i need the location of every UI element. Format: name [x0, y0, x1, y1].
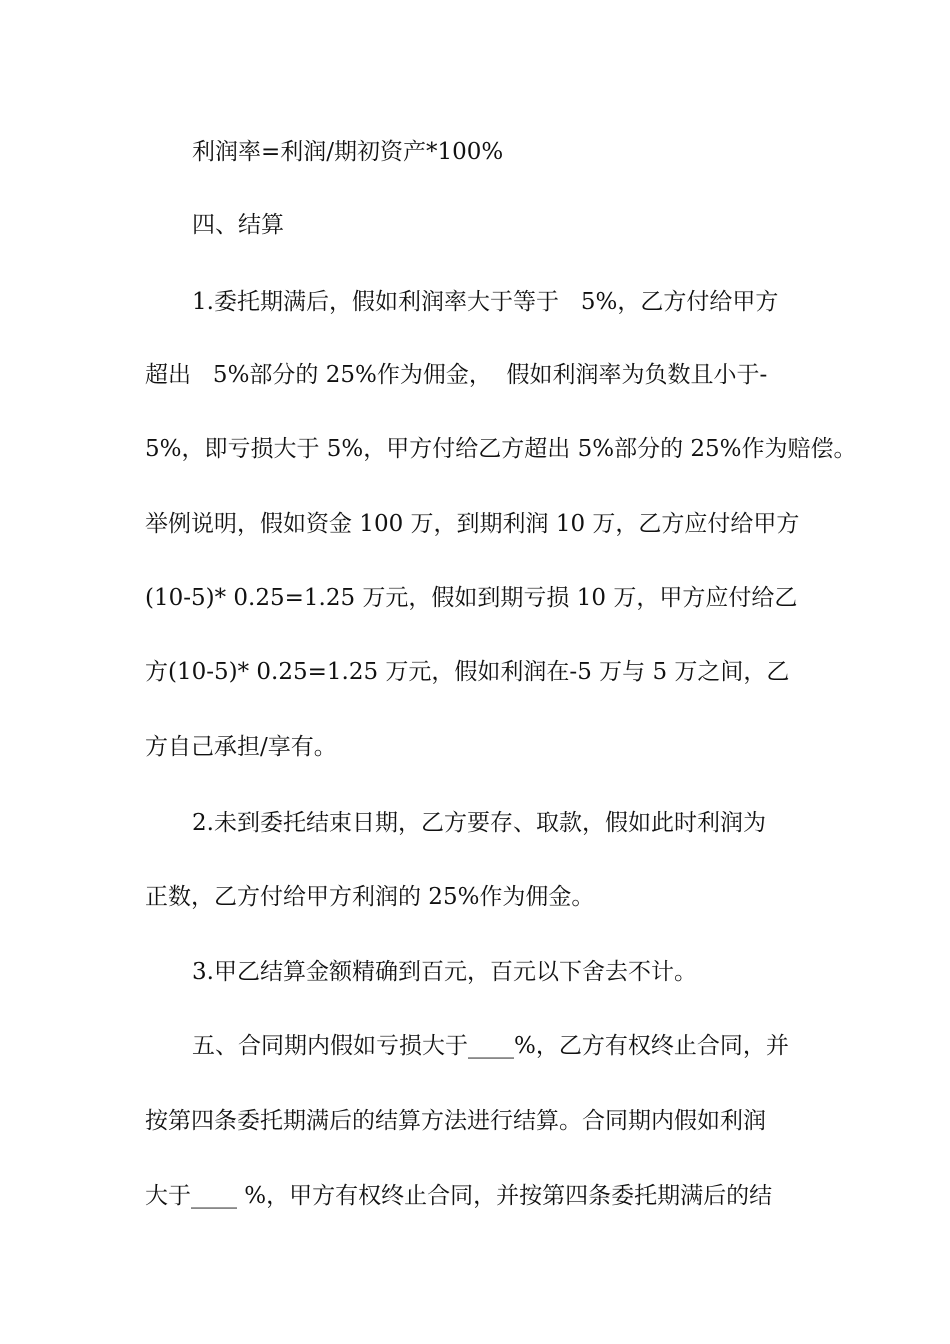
example-line-4: 方自己承担/享有。	[145, 734, 337, 760]
section-four-heading: 四、结算	[192, 212, 284, 238]
example-line-2: (10-5)* 0.25=1.25 万元，假如到期亏损 10 万，甲方应付给乙	[145, 585, 798, 611]
section-five-line-2: 按第四条委托期满后的结算方法进行结算。合同期内假如利润	[145, 1108, 766, 1134]
example-line-1: 举例说明，假如资金 100 万，到期利润 10 万，乙方应付给甲方	[145, 511, 800, 537]
clause-1-line-2: 超出 5%部分的 25%作为佣金， 假如利润率为负数且小于-	[145, 362, 768, 388]
clause-2-line-2: 正数，乙方付给甲方利润的 25%作为佣金。	[145, 884, 595, 910]
clause-1-line-3: 5%，即亏损大于 5%，甲方付给乙方超出 5%部分的 25%作为赔偿。	[145, 436, 857, 462]
clause-2-line-1: 2.未到委托结束日期，乙方要存、取款，假如此时利润为	[192, 810, 766, 836]
clause-1-line-1: 1.委托期满后，假如利润率大于等于 5%，乙方付给甲方	[192, 289, 779, 315]
clause-3: 3.甲乙结算金额精确到百元，百元以下舍去不计。	[192, 959, 697, 985]
profit-rate-formula: 利润率=利润/期初资产*100%	[192, 139, 504, 165]
section-five-line-3: 大于____ %，甲方有权终止合同，并按第四条委托期满后的结	[145, 1183, 773, 1209]
example-line-3: 方(10-5)* 0.25=1.25 万元，假如利润在-5 万与 5 万之间，乙	[145, 659, 790, 685]
section-five-line-1: 五、合同期内假如亏损大于____%，乙方有权终止合同，并	[192, 1033, 789, 1059]
